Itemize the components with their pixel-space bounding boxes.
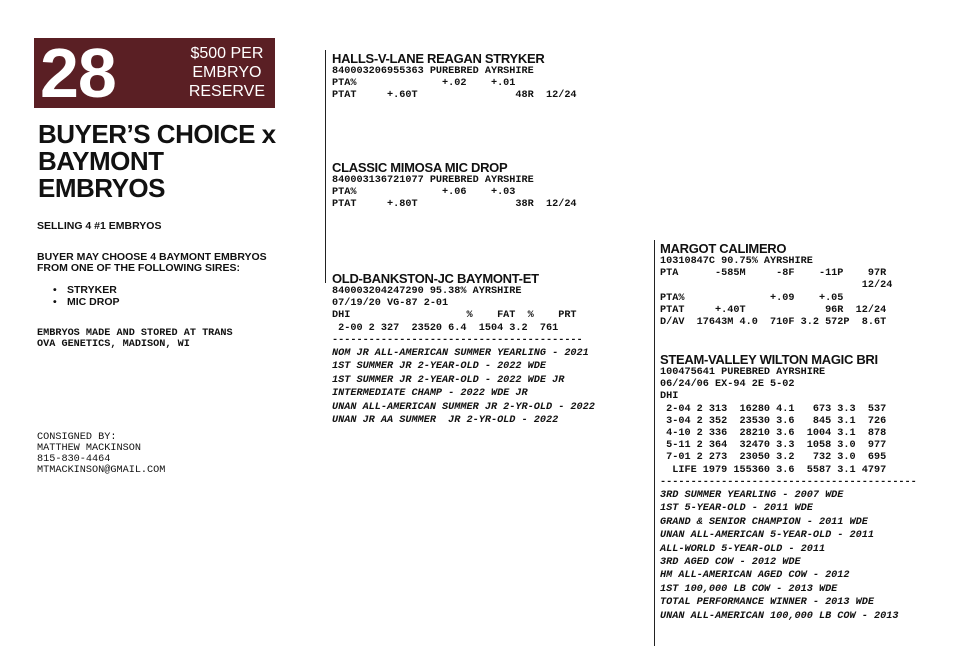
- animal-detail: 840003204247290 95.38% AYRSHIRE: [332, 286, 522, 297]
- animal-detail: PTA% +.02 +.01: [332, 78, 516, 90]
- award-line: 1ST 100,000 LB COW - 2013 WDE: [660, 583, 838, 595]
- lot-title-line: EMBRYOS: [38, 173, 165, 203]
- award-line: HM ALL-AMERICAN AGED COW - 2012: [660, 570, 850, 582]
- animal-detail: 10310847C 90.75% AYRSHIRE: [660, 256, 813, 267]
- animal-name: MARGOT CALIMERO: [660, 241, 787, 256]
- animal-name: STEAM-VALLEY WILTON MAGIC BRI: [660, 352, 878, 367]
- granddam-magic-bri: [660, 352, 917, 623]
- award-line: NOM JR ALL-AMERICAN SUMMER YEARLING - 2021: [332, 348, 589, 360]
- sire-stryker: [332, 51, 577, 103]
- award-line: TOTAL PERFORMANCE WINNER - 2013 WDE: [660, 597, 874, 609]
- pedigree-line-sires: [325, 50, 326, 283]
- dam-baymont: [332, 271, 595, 427]
- animal-name: CLASSIC MIMOSA MIC DROP: [332, 160, 508, 175]
- reserve-price: [189, 44, 265, 101]
- award-line: GRAND & SENIOR CHAMPION - 2011 WDE: [660, 516, 868, 528]
- divider-line: -----------------------------------------: [332, 334, 583, 346]
- award-line: UNAN ALL-AMERICAN SUMMER JR 2-YR-OLD - 2022: [332, 401, 595, 413]
- consignor-phone: 815-830-4464: [37, 454, 111, 465]
- reserve-line: RESERVE: [188, 83, 265, 100]
- animal-detail: 2-04 2 313 16280 4.1 673 3.3 537: [660, 403, 887, 415]
- award-line: 1ST SUMMER JR 2-YEAR-OLD - 2022 WDE: [332, 361, 546, 373]
- lot-title: [38, 121, 276, 202]
- animal-detail: LIFE 1979 155360 3.6 5587 3.1 4797: [660, 464, 887, 476]
- award-line: 1ST SUMMER JR 2-YEAR-OLD - 2022 WDE JR: [332, 374, 565, 386]
- grandsire-calimero: [660, 241, 892, 329]
- consignor-name: MATTHEW MACKINSON: [37, 443, 141, 454]
- animal-detail: 06/24/06 EX-94 2E 5-02: [660, 379, 795, 391]
- animal-detail: PTA -585M -8F -11P 97R: [660, 268, 887, 280]
- award-line: UNAN JR AA SUMMER JR 2-YR-OLD - 2022: [332, 415, 559, 427]
- animal-detail: PTA% +.09 +.05: [660, 292, 844, 304]
- consignor-email: MTMACKINSON@GMAIL.COM: [37, 465, 166, 476]
- animal-detail: 07/19/20 VG-87 2-01: [332, 298, 449, 310]
- animal-detail: 4-10 2 336 28210 3.6 1004 3.1 878: [660, 428, 887, 440]
- embryo-note-line: EMBRYOS MADE AND STORED AT TRANS: [37, 328, 233, 339]
- award-line: 3RD AGED COW - 2012 WDE: [660, 557, 801, 569]
- animal-name: OLD-BANKSTON-JC BAYMONT-ET: [332, 271, 539, 286]
- sire-choice-item: • MIC DROP: [53, 296, 120, 308]
- lot-number: 28: [40, 34, 116, 112]
- lot-title-line: BUYER’S CHOICE x: [38, 119, 276, 149]
- reserve-line: $500 PER: [190, 45, 264, 62]
- sire-choice-item: • STRYKER: [53, 284, 120, 296]
- selling-note: SELLING 4 #1 EMBRYOS: [37, 220, 162, 232]
- award-line: UNAN ALL-AMERICAN 5-YEAR-OLD - 2011: [660, 530, 874, 542]
- animal-detail: PTAT +.60T 48R 12/24: [332, 90, 577, 102]
- lot-title-line: BAYMONT: [38, 146, 164, 176]
- buyer-choice-note: BUYER MAY CHOOSE 4 BAYMONT EMBRYOS FROM ONE OF THE FOLLOWING SIRES:: [37, 251, 267, 274]
- sire-mic-drop: [332, 160, 577, 212]
- animal-detail: 840003206955363 PUREBRED AYRSHIRE: [332, 66, 534, 77]
- animal-detail: 100475641 PUREBRED AYRSHIRE: [660, 367, 826, 378]
- animal-detail: PTAT +.80T 38R 12/24: [332, 199, 577, 211]
- animal-detail: DHI % FAT % PRT: [332, 310, 577, 322]
- animal-detail: DHI: [660, 391, 679, 403]
- animal-name: HALLS-V-LANE REAGAN STRYKER: [332, 51, 545, 66]
- consignor-label: CONSIGNED BY:: [37, 432, 117, 443]
- award-line: INTERMEDIATE CHAMP - 2022 WDE JR: [332, 388, 528, 400]
- animal-detail: PTAT +.40T 96R 12/24: [660, 304, 887, 316]
- award-line: ALL-WORLD 5-YEAR-OLD - 2011: [660, 543, 826, 555]
- award-line: 3RD SUMMER YEARLING - 2007 WDE: [660, 490, 844, 502]
- animal-detail: 840003136721077 PUREBRED AYRSHIRE: [332, 175, 534, 186]
- embryo-note-line: OVA GENETICS, MADISON, WI: [37, 339, 190, 350]
- animal-detail: 12/24: [660, 280, 893, 292]
- award-line: 1ST 5-YEAR-OLD - 2011 WDE: [660, 503, 813, 515]
- embryo-storage-note: [37, 328, 233, 350]
- animal-detail: PTA% +.06 +.03: [332, 187, 516, 199]
- animal-detail: 5-11 2 364 32470 3.3 1058 3.0 977: [660, 440, 887, 452]
- pedigree-line-maternal: [654, 240, 655, 646]
- award-line: UNAN ALL-AMERICAN 100,000 LB COW - 2013: [660, 610, 899, 622]
- animal-detail: 2-00 2 327 23520 6.4 1504 3.2 761: [332, 322, 559, 334]
- sire-choice-list: [53, 284, 120, 308]
- lot-number-box: [34, 34, 275, 112]
- reserve-line: EMBRYO: [192, 64, 262, 81]
- animal-detail: 3-04 2 352 23530 3.6 845 3.1 726: [660, 415, 887, 427]
- animal-detail: 7-01 2 273 23050 3.2 732 3.0 695: [660, 452, 887, 464]
- consignor-info: [37, 432, 165, 476]
- divider-line: ------------------------------------------: [660, 476, 917, 488]
- animal-detail: D/AV 17643M 4.0 710F 3.2 572P 8.6T: [660, 317, 887, 329]
